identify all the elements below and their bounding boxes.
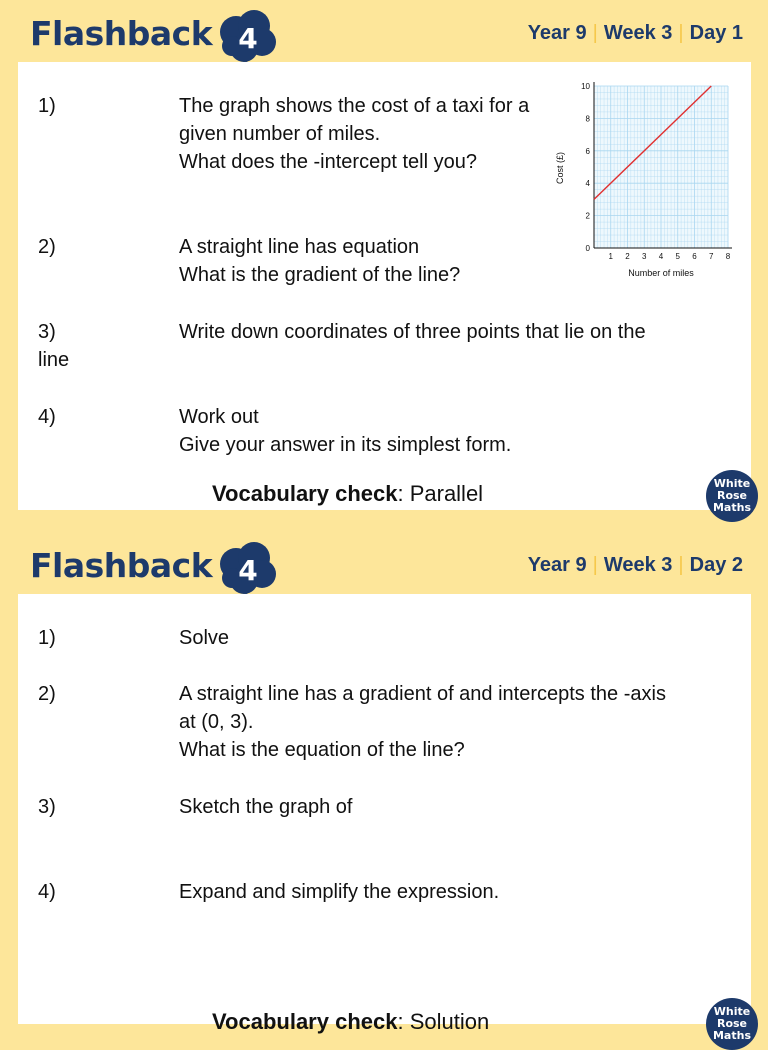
question-line: Solve xyxy=(179,627,230,649)
question-line: Expand and simplify the expression. xyxy=(179,881,500,903)
question-line: at (0, 3). xyxy=(179,711,254,733)
question-number: 3) xyxy=(38,796,56,818)
x-axis-label: Number of miles xyxy=(628,268,694,278)
x-tick-label: 8 xyxy=(725,252,731,261)
taxi-cost-chart xyxy=(554,76,744,286)
x-tick-label: 2 xyxy=(625,252,630,261)
question-number: 3) xyxy=(38,321,56,343)
x-tick-label: 6 xyxy=(692,252,697,261)
question-number: 4) xyxy=(38,406,56,428)
y-tick-label: 10 xyxy=(581,82,590,91)
question-line: The graph shows the cost of a taxi for a xyxy=(179,95,530,117)
question-line: Work out xyxy=(179,406,259,428)
year-label: Year 9 xyxy=(527,554,587,576)
question-number: 1) xyxy=(38,627,56,649)
x-tick-label: 7 xyxy=(709,252,714,261)
questions-card xyxy=(18,62,751,510)
y-tick-label: 6 xyxy=(585,146,590,156)
day-label: Day 1 xyxy=(689,22,743,44)
y-tick-label: 4 xyxy=(585,179,590,189)
y-tick-label: 2 xyxy=(585,211,590,221)
white-rose-maths-logo: White Rose Maths xyxy=(706,998,758,1050)
question-line: Sketch the graph of xyxy=(179,796,353,818)
question-line: What is the gradient of the line? xyxy=(179,264,461,286)
white-rose-maths-logo: White Rose Maths xyxy=(706,470,758,522)
logo-number: 4 xyxy=(238,22,258,55)
question-wrap-line: line xyxy=(38,349,70,371)
questions-card xyxy=(18,594,751,1034)
week-label: Week 3 xyxy=(603,22,673,44)
week-info: Year 9 | Week 3 | Day 2 xyxy=(527,554,743,576)
week-info: Year 9 | Week 3 | Day 1 xyxy=(527,22,743,44)
vocab-word: Parallel xyxy=(409,481,484,506)
vocabulary-check: Vocabulary check: Solution xyxy=(212,1009,490,1034)
question-line: A straight line has a gradient of and intercepts the -axis xyxy=(179,683,666,705)
slide-day-2 xyxy=(0,532,768,1042)
question-line: Give your answer in its simplest form. xyxy=(179,434,512,456)
vocab-label: Vocabulary check xyxy=(212,481,398,506)
week-label: Week 3 xyxy=(603,554,673,576)
question-line: A straight line has equation xyxy=(179,236,420,258)
question-number: 4) xyxy=(38,881,56,903)
slide-header xyxy=(0,0,768,62)
x-tick-label: 3 xyxy=(642,252,647,261)
x-tick-label: 5 xyxy=(675,252,680,261)
vocabulary-check: Vocabulary check: Parallel xyxy=(212,481,484,506)
slide-header xyxy=(0,532,768,594)
vocab-label: Vocabulary check xyxy=(212,1009,398,1034)
flashback-logo-text: Flashback xyxy=(30,14,213,53)
slide-day-1 xyxy=(0,0,768,522)
question-line: What does the -intercept tell you? xyxy=(179,151,477,173)
y-tick-label: 8 xyxy=(585,114,590,124)
day-label: Day 2 xyxy=(689,554,743,576)
y-axis-label: Cost (£) xyxy=(555,151,565,185)
question-line: What is the equation of the line? xyxy=(179,739,465,761)
question-line: given number of miles. xyxy=(179,123,381,145)
x-tick-label: 4 xyxy=(658,252,664,261)
question-number: 2) xyxy=(38,683,56,705)
vocab-word: Solution xyxy=(409,1009,490,1034)
x-tick-label: 1 xyxy=(608,252,613,261)
question-line: Write down coordinates of three points that lie on the xyxy=(179,321,646,343)
question-number: 2) xyxy=(38,236,56,258)
y-tick-label: 0 xyxy=(585,244,590,253)
question-number: 1) xyxy=(38,95,56,117)
logo-number: 4 xyxy=(238,554,258,587)
year-label: Year 9 xyxy=(527,22,587,44)
flashback-logo-text: Flashback xyxy=(30,546,213,585)
